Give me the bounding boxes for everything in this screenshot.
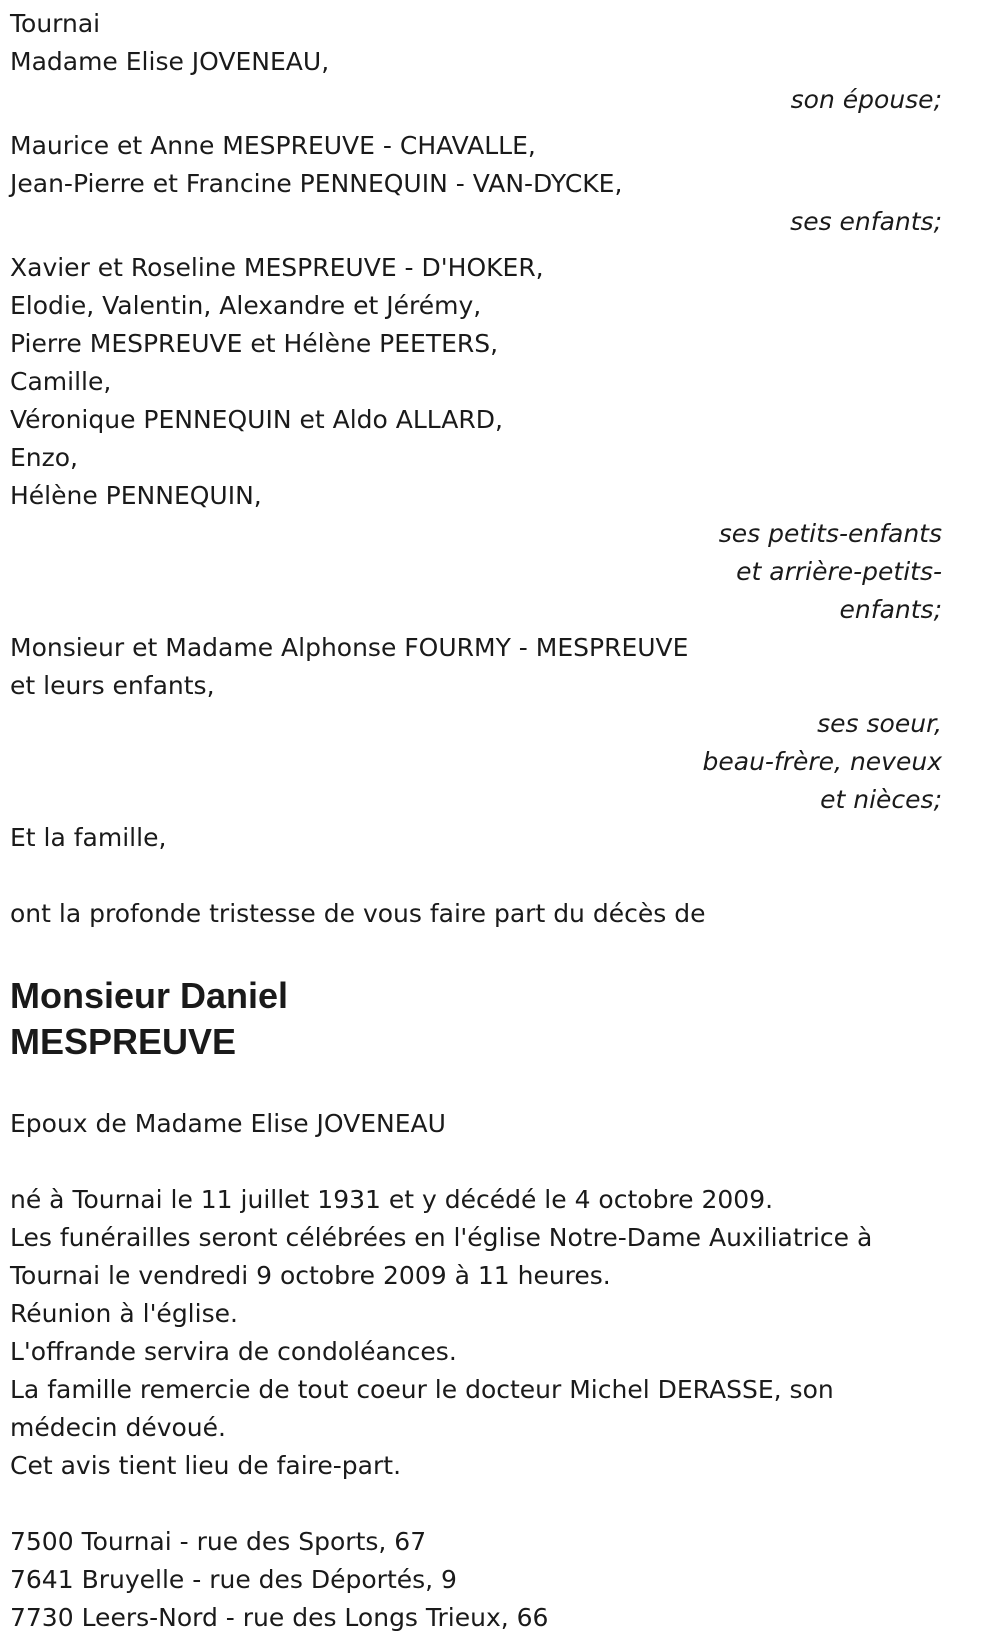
- addresses-section: [10, 1523, 942, 1637]
- grandchildren-section: [10, 249, 942, 629]
- grandchildren-line: Xavier et Roseline MESPREUVE - D'HOKER,: [10, 253, 544, 282]
- spacer: [10, 241, 942, 249]
- detail-line: Tournai le vendredi 9 octobre 2009 à 11 heures.: [10, 1261, 611, 1290]
- siblings-role-label: beau-frère, neveux: [702, 747, 942, 776]
- obituary-notice: [10, 5, 942, 1637]
- spacer: [10, 119, 942, 127]
- children-section: [10, 127, 942, 241]
- detail-line: Les funérailles seront célébrées en l'église Notre-Dame Auxiliatrice à: [10, 1223, 873, 1252]
- deceased-name-line1: Monsieur Daniel: [10, 975, 289, 1016]
- children-line: Jean-Pierre et Francine PENNEQUIN - VAN-DYCKE,: [10, 169, 623, 198]
- spacer: [10, 933, 942, 973]
- detail-line: La famille remercie de tout coeur le docteur Michel DERASSE, son: [10, 1375, 834, 1404]
- grandchildren-line: Enzo,: [10, 443, 79, 472]
- detail-line: Réunion à l'église.: [10, 1299, 238, 1328]
- spacer: [10, 857, 942, 895]
- spacer: [10, 1143, 942, 1181]
- deceased-name: [10, 973, 942, 1065]
- siblings-line: Monsieur et Madame Alphonse FOURMY - MESPREUVE: [10, 633, 689, 662]
- siblings-role-label: et nièces;: [820, 785, 942, 814]
- siblings-line: et leurs enfants,: [10, 671, 215, 700]
- grandchildren-line: Véronique PENNEQUIN et Aldo ALLARD,: [10, 405, 503, 434]
- grandchildren-role-label: enfants;: [839, 595, 942, 624]
- details-section: [10, 1181, 942, 1485]
- siblings-role-label: ses soeur,: [817, 709, 942, 738]
- wife-name-line: Madame Elise JOVENEAU,: [10, 47, 330, 76]
- grandchildren-line: Camille,: [10, 367, 112, 396]
- family-line: Et la famille,: [10, 823, 167, 852]
- grandchildren-role-label: et arrière-petits-: [736, 557, 942, 586]
- spouse-note: Epoux de Madame Elise JOVENEAU: [10, 1109, 446, 1138]
- wife-role-label: son épouse;: [790, 85, 942, 114]
- grandchildren-line: Hélène PENNEQUIN,: [10, 481, 262, 510]
- grandchildren-line: Pierre MESPREUVE et Hélène PEETERS,: [10, 329, 499, 358]
- detail-line: médecin dévoué.: [10, 1413, 226, 1442]
- children-role-label: ses enfants;: [790, 207, 942, 236]
- grandchildren-line: Elodie, Valentin, Alexandre et Jérémy,: [10, 291, 482, 320]
- grandchildren-role-label: ses petits-enfants: [718, 519, 942, 548]
- address-line: 7730 Leers-Nord - rue des Longs Trieux, 66: [10, 1603, 549, 1632]
- detail-line: L'offrande servira de condoléances.: [10, 1337, 457, 1366]
- deceased-name-line2: MESPREUVE: [10, 1021, 237, 1062]
- detail-line: Cet avis tient lieu de faire-part.: [10, 1451, 402, 1480]
- spacer: [10, 1065, 942, 1105]
- siblings-section: [10, 629, 942, 819]
- detail-line: né à Tournai le 11 juillet 1931 et y décédé le 4 octobre 2009.: [10, 1185, 774, 1214]
- children-line: Maurice et Anne MESPREUVE - CHAVALLE,: [10, 131, 536, 160]
- address-line: 7500 Tournai - rue des Sports, 67: [10, 1527, 427, 1556]
- spacer: [10, 1485, 942, 1523]
- city-line: Tournai: [10, 9, 101, 38]
- address-line: 7641 Bruyelle - rue des Déportés, 9: [10, 1565, 457, 1594]
- announcement-line: ont la profonde tristesse de vous faire part du décès de: [10, 899, 706, 928]
